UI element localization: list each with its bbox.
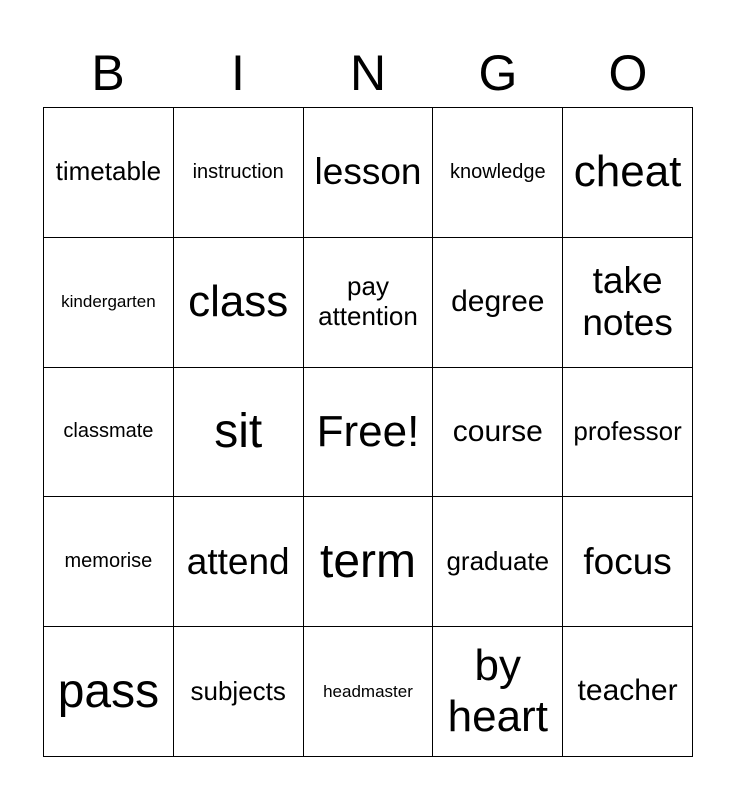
cell-word: course [452,414,543,448]
bingo-cell[interactable] [174,627,304,757]
grid-row [44,238,693,368]
header-letter-o: O [608,45,648,101]
bingo-cell[interactable] [563,108,693,238]
cell-word: subjects [190,675,286,706]
free-space-cell[interactable] [304,368,434,498]
bingo-cell[interactable] [433,368,563,498]
cell-word: kindergarten [61,292,156,312]
bingo-cell[interactable] [304,627,434,757]
cell-word: knowledge [449,160,546,183]
cell-word: pay attention [318,271,418,332]
bingo-cell[interactable] [563,627,693,757]
cell-word: sit [214,405,263,459]
header-letter-b: B [91,45,125,101]
bingo-cell[interactable] [433,627,563,757]
bingo-cell[interactable] [563,497,693,627]
bingo-cell[interactable] [44,497,174,627]
cell-word: term [319,535,416,589]
grid-row [44,108,693,238]
header-letter-n: N [349,45,387,101]
free-space-label: Free! [316,406,420,456]
bingo-grid [43,107,693,757]
bingo-cell[interactable] [174,368,304,498]
cell-word: headmaster [323,681,413,701]
grid-row [44,368,693,498]
bingo-cell[interactable] [174,238,304,368]
grid-row [44,497,693,627]
cell-word: pass [57,664,160,718]
bingo-cell[interactable] [174,108,304,238]
bingo-cell[interactable] [174,497,304,627]
bingo-cell[interactable] [44,627,174,757]
bingo-cell[interactable] [44,238,174,368]
bingo-cell[interactable] [304,238,434,368]
cell-word: cheat [573,147,682,197]
bingo-cell[interactable] [563,238,693,368]
cell-word: professor [573,416,682,447]
header-letter-i: I [231,45,245,101]
cell-word: graduate [446,545,550,576]
header-letter-g: G [478,45,518,101]
cell-word: lesson [314,151,422,193]
bingo-cell[interactable] [304,497,434,627]
cell-word: teacher [577,674,678,708]
cell-word: memorise [64,550,153,573]
bingo-cell[interactable] [304,108,434,238]
cell-word: by heart [447,640,548,741]
cell-word: timetable [55,156,162,187]
cell-word: class [188,276,289,326]
grid-row [44,627,693,757]
bingo-cell[interactable] [433,238,563,368]
bingo-cell[interactable] [44,368,174,498]
cell-word: focus [583,540,672,582]
bingo-cell[interactable] [44,108,174,238]
bingo-header [43,40,693,106]
bingo-cell[interactable] [433,108,563,238]
bingo-cell[interactable] [563,368,693,498]
cell-word: classmate [63,420,154,443]
cell-word: degree [451,284,545,318]
cell-word: attend [186,540,290,582]
cell-word: instruction [192,160,284,183]
bingo-cell[interactable] [433,497,563,627]
cell-word: take notes [582,259,673,344]
